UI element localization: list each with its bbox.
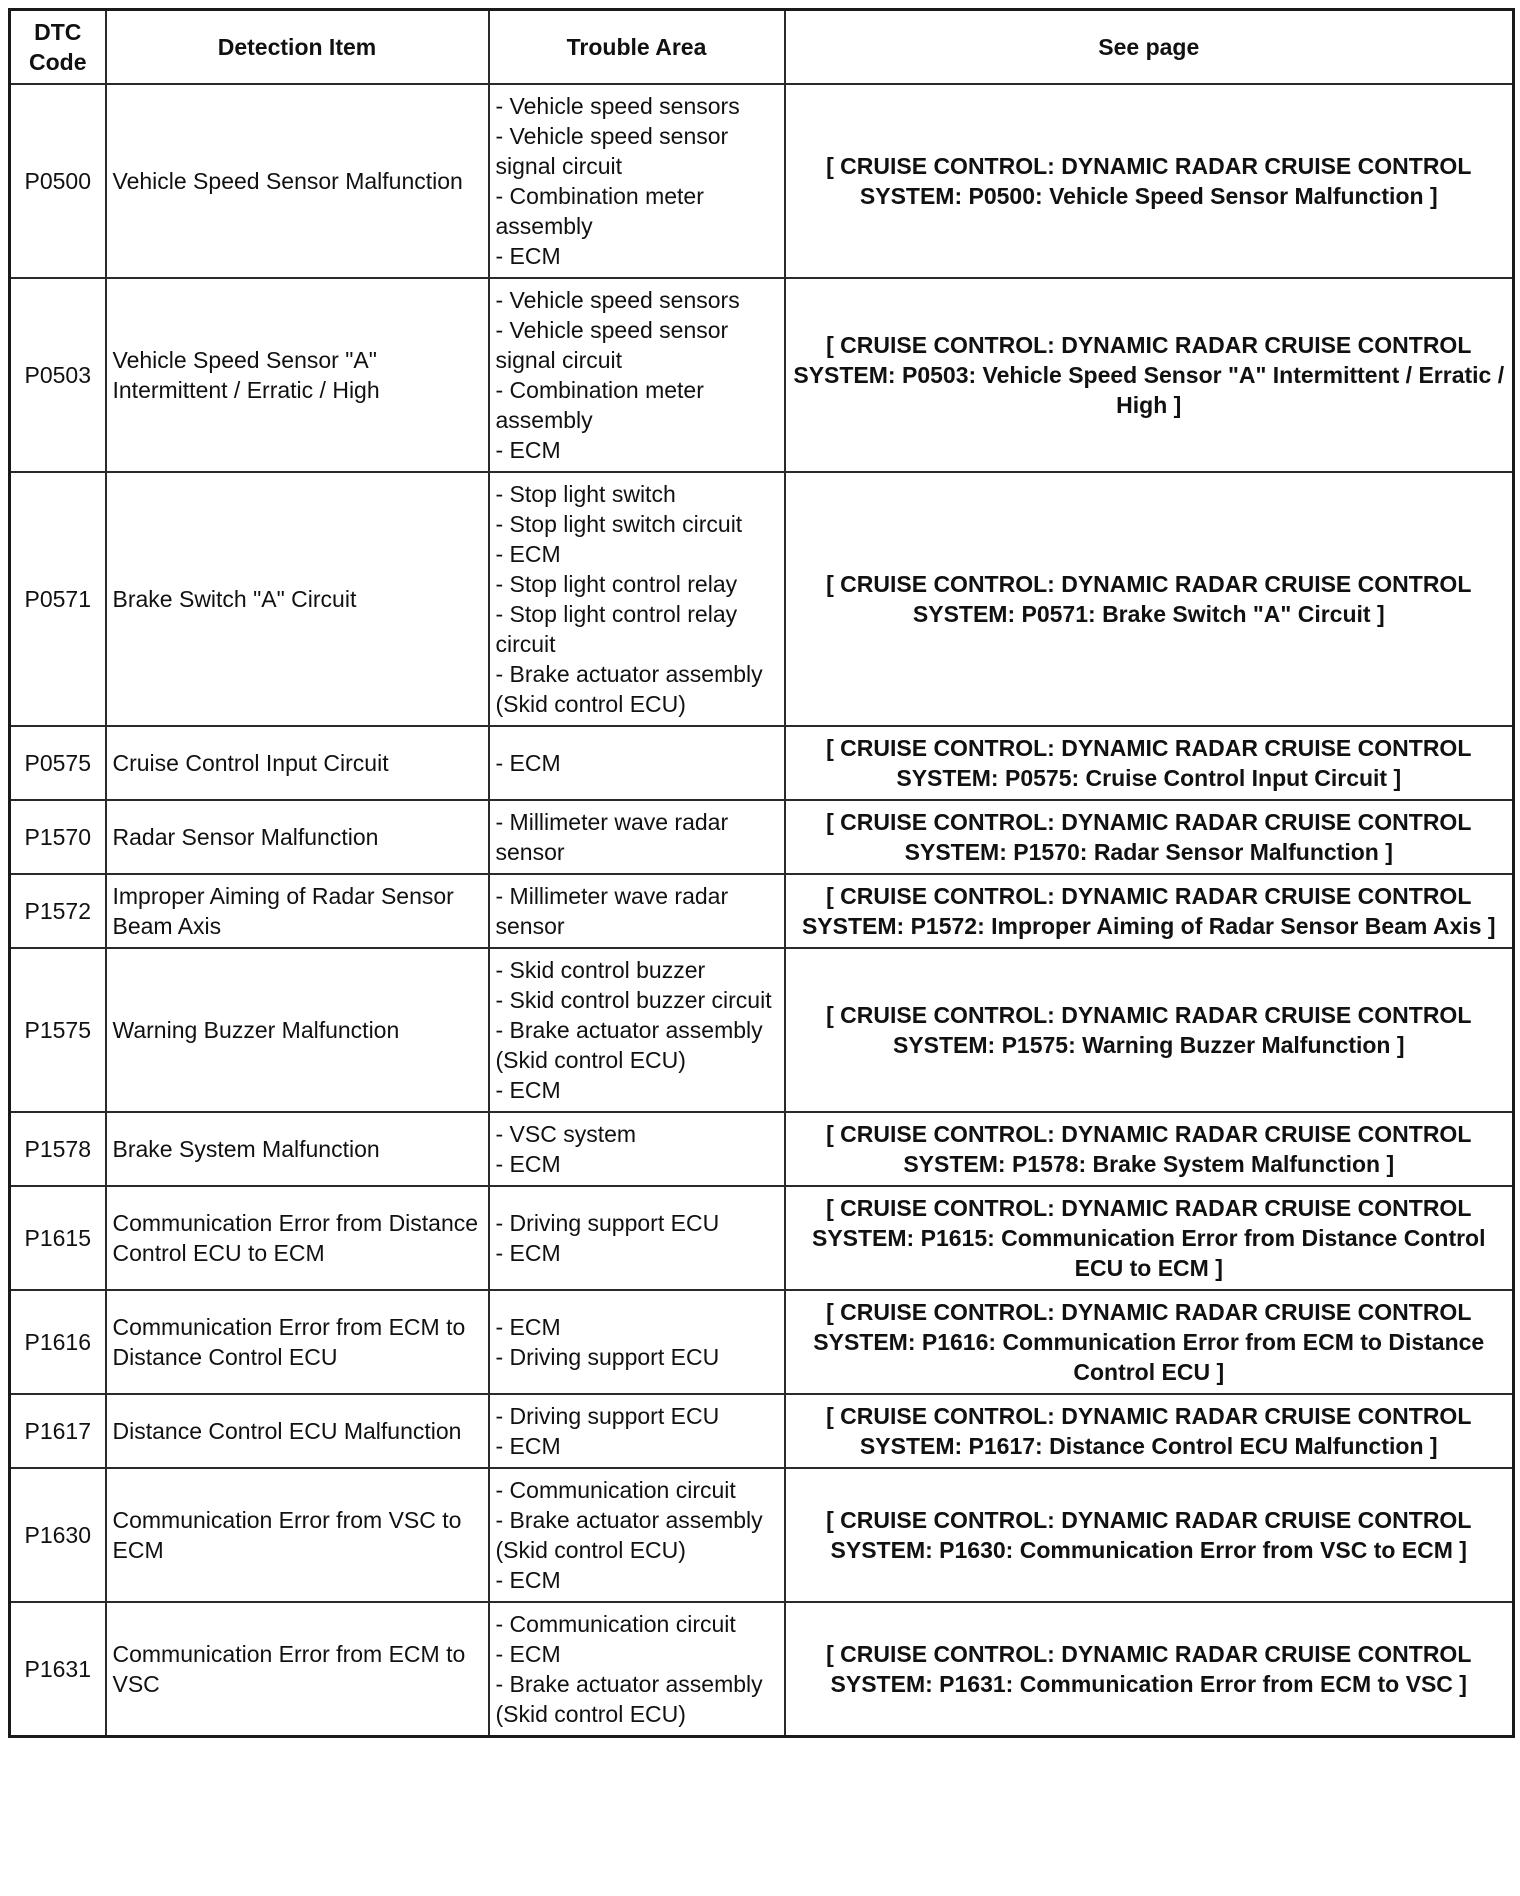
- table-row: [10, 1602, 1514, 1737]
- trouble-area-item: - Driving support ECU: [495, 1210, 720, 1236]
- trouble-area-item: - Stop light switch circuit: [495, 511, 743, 537]
- detection-item-cell: Communication Error from VSC to ECM: [106, 1468, 489, 1602]
- detection-item-cell: Cruise Control Input Circuit: [106, 726, 489, 800]
- see-page-link[interactable]: [ CRUISE CONTROL: DYNAMIC RADAR CRUISE CONTROL SYSTEM: P0500: Vehicle Speed Sensor Malfunction ]: [785, 84, 1514, 278]
- dtc-table-body: [10, 84, 1514, 1737]
- trouble-area-cell: [489, 1112, 785, 1186]
- dtc-code-cell: P1572: [10, 874, 106, 948]
- trouble-area-item: - Brake actuator assembly (Skid control ECU): [495, 1671, 763, 1727]
- table-row: [10, 1290, 1514, 1394]
- trouble-area-item: - Vehicle speed sensors: [495, 93, 740, 119]
- see-page-link[interactable]: [ CRUISE CONTROL: DYNAMIC RADAR CRUISE CONTROL SYSTEM: P1570: Radar Sensor Malfunction ]: [785, 800, 1514, 874]
- trouble-area-item: - Stop light switch: [495, 481, 676, 507]
- trouble-area-item: - ECM: [495, 1240, 561, 1266]
- trouble-area-item: - Driving support ECU: [495, 1403, 720, 1429]
- trouble-area-cell: [489, 472, 785, 726]
- trouble-area-item: - Brake actuator assembly (Skid control ECU): [495, 1017, 763, 1073]
- see-page-link[interactable]: [ CRUISE CONTROL: DYNAMIC RADAR CRUISE CONTROL SYSTEM: P1631: Communication Error from ECM to VSC ]: [785, 1602, 1514, 1737]
- table-row: [10, 84, 1514, 278]
- detection-item-cell: Brake Switch "A" Circuit: [106, 472, 489, 726]
- table-row: [10, 1468, 1514, 1602]
- trouble-area-cell: [489, 1602, 785, 1737]
- trouble-area-cell: [489, 800, 785, 874]
- see-page-link[interactable]: [ CRUISE CONTROL: DYNAMIC RADAR CRUISE CONTROL SYSTEM: P1617: Distance Control ECU Malfunction ]: [785, 1394, 1514, 1468]
- dtc-code-cell: P1578: [10, 1112, 106, 1186]
- see-page-link[interactable]: [ CRUISE CONTROL: DYNAMIC RADAR CRUISE CONTROL SYSTEM: P1615: Communication Error from Distance Control ECU to ECM ]: [785, 1186, 1514, 1290]
- dtc-code-cell: P1575: [10, 948, 106, 1112]
- see-page-link[interactable]: [ CRUISE CONTROL: DYNAMIC RADAR CRUISE CONTROL SYSTEM: P1572: Improper Aiming of Radar Sensor Beam Axis ]: [785, 874, 1514, 948]
- dtc-code-cell: P0500: [10, 84, 106, 278]
- dtc-code-cell: P1617: [10, 1394, 106, 1468]
- trouble-area-item: - VSC system: [495, 1121, 637, 1147]
- dtc-code-cell: P1615: [10, 1186, 106, 1290]
- table-row: [10, 1394, 1514, 1468]
- detection-item-cell: Vehicle Speed Sensor Malfunction: [106, 84, 489, 278]
- dtc-code-cell: P1616: [10, 1290, 106, 1394]
- trouble-area-item: - Skid control buzzer: [495, 957, 706, 983]
- trouble-area-item: - Vehicle speed sensor signal circuit: [495, 317, 729, 373]
- trouble-area-item: - ECM: [495, 1433, 561, 1459]
- table-row: [10, 800, 1514, 874]
- see-page-link[interactable]: [ CRUISE CONTROL: DYNAMIC RADAR CRUISE CONTROL SYSTEM: P1575: Warning Buzzer Malfunction ]: [785, 948, 1514, 1112]
- table-row: [10, 278, 1514, 472]
- trouble-area-cell: [489, 948, 785, 1112]
- see-page-link[interactable]: [ CRUISE CONTROL: DYNAMIC RADAR CRUISE CONTROL SYSTEM: P0503: Vehicle Speed Sensor "A" Intermittent / Erratic / High ]: [785, 278, 1514, 472]
- dtc-code-cell: P1630: [10, 1468, 106, 1602]
- trouble-area-cell: [489, 726, 785, 800]
- trouble-area-item: - ECM: [495, 1077, 561, 1103]
- trouble-area-item: - ECM: [495, 243, 561, 269]
- trouble-area-item: - Driving support ECU: [495, 1344, 720, 1370]
- header-dtc-code-line2: Code: [29, 49, 87, 75]
- trouble-area-item: - ECM: [495, 1641, 561, 1667]
- trouble-area-item: - Vehicle speed sensor signal circuit: [495, 123, 729, 179]
- trouble-area-item: - Skid control buzzer circuit: [495, 987, 772, 1013]
- table-row: [10, 1112, 1514, 1186]
- table-header-row: [10, 10, 1514, 85]
- trouble-area-item: - Vehicle speed sensors: [495, 287, 740, 313]
- header-trouble-area: Trouble Area: [489, 10, 785, 85]
- trouble-area-item: - Millimeter wave radar sensor: [495, 809, 729, 865]
- header-dtc-code: [10, 10, 106, 85]
- dtc-table: [8, 8, 1515, 1738]
- trouble-area-item: - Combination meter assembly: [495, 377, 704, 433]
- trouble-area-item: - Communication circuit: [495, 1477, 736, 1503]
- trouble-area-item: - ECM: [495, 437, 561, 463]
- dtc-document: [8, 8, 1512, 1738]
- table-row: [10, 472, 1514, 726]
- trouble-area-item: - Brake actuator assembly (Skid control ECU): [495, 1507, 763, 1563]
- trouble-area-cell: [489, 278, 785, 472]
- trouble-area-item: - ECM: [495, 750, 561, 776]
- trouble-area-item: - Communication circuit: [495, 1611, 736, 1637]
- see-page-link[interactable]: [ CRUISE CONTROL: DYNAMIC RADAR CRUISE CONTROL SYSTEM: P1630: Communication Error from VSC to ECM ]: [785, 1468, 1514, 1602]
- table-row: [10, 874, 1514, 948]
- detection-item-cell: Distance Control ECU Malfunction: [106, 1394, 489, 1468]
- trouble-area-cell: [489, 1290, 785, 1394]
- dtc-code-cell: P1631: [10, 1602, 106, 1737]
- trouble-area-item: - Millimeter wave radar sensor: [495, 883, 729, 939]
- detection-item-cell: Communication Error from ECM to VSC: [106, 1602, 489, 1737]
- see-page-link[interactable]: [ CRUISE CONTROL: DYNAMIC RADAR CRUISE CONTROL SYSTEM: P0575: Cruise Control Input Circuit ]: [785, 726, 1514, 800]
- trouble-area-item: - ECM: [495, 541, 561, 567]
- table-row: [10, 1186, 1514, 1290]
- trouble-area-item: - ECM: [495, 1151, 561, 1177]
- header-detection-item: Detection Item: [106, 10, 489, 85]
- detection-item-cell: Vehicle Speed Sensor "A" Intermittent / Erratic / High: [106, 278, 489, 472]
- detection-item-cell: Brake System Malfunction: [106, 1112, 489, 1186]
- detection-item-cell: Improper Aiming of Radar Sensor Beam Axis: [106, 874, 489, 948]
- header-see-page: See page: [785, 10, 1514, 85]
- trouble-area-item: - Stop light control relay circuit: [495, 601, 738, 657]
- dtc-code-cell: P0503: [10, 278, 106, 472]
- table-row: [10, 726, 1514, 800]
- trouble-area-item: - Stop light control relay: [495, 571, 738, 597]
- dtc-code-cell: P1570: [10, 800, 106, 874]
- see-page-link[interactable]: [ CRUISE CONTROL: DYNAMIC RADAR CRUISE CONTROL SYSTEM: P1616: Communication Error from ECM to Distance Control ECU ]: [785, 1290, 1514, 1394]
- trouble-area-cell: [489, 84, 785, 278]
- header-dtc-code-line1: DTC: [34, 19, 82, 45]
- see-page-link[interactable]: [ CRUISE CONTROL: DYNAMIC RADAR CRUISE CONTROL SYSTEM: P0571: Brake Switch "A" Circuit ]: [785, 472, 1514, 726]
- trouble-area-item: - ECM: [495, 1314, 561, 1340]
- detection-item-cell: Communication Error from Distance Control ECU to ECM: [106, 1186, 489, 1290]
- detection-item-cell: Radar Sensor Malfunction: [106, 800, 489, 874]
- trouble-area-item: - Combination meter assembly: [495, 183, 704, 239]
- see-page-link[interactable]: [ CRUISE CONTROL: DYNAMIC RADAR CRUISE CONTROL SYSTEM: P1578: Brake System Malfunction ]: [785, 1112, 1514, 1186]
- trouble-area-item: - Brake actuator assembly (Skid control ECU): [495, 661, 763, 717]
- trouble-area-cell: [489, 1468, 785, 1602]
- trouble-area-cell: [489, 874, 785, 948]
- trouble-area-cell: [489, 1394, 785, 1468]
- trouble-area-item: - ECM: [495, 1567, 561, 1593]
- detection-item-cell: Communication Error from ECM to Distance Control ECU: [106, 1290, 489, 1394]
- detection-item-cell: Warning Buzzer Malfunction: [106, 948, 489, 1112]
- dtc-code-cell: P0575: [10, 726, 106, 800]
- table-row: [10, 948, 1514, 1112]
- trouble-area-cell: [489, 1186, 785, 1290]
- dtc-code-cell: P0571: [10, 472, 106, 726]
